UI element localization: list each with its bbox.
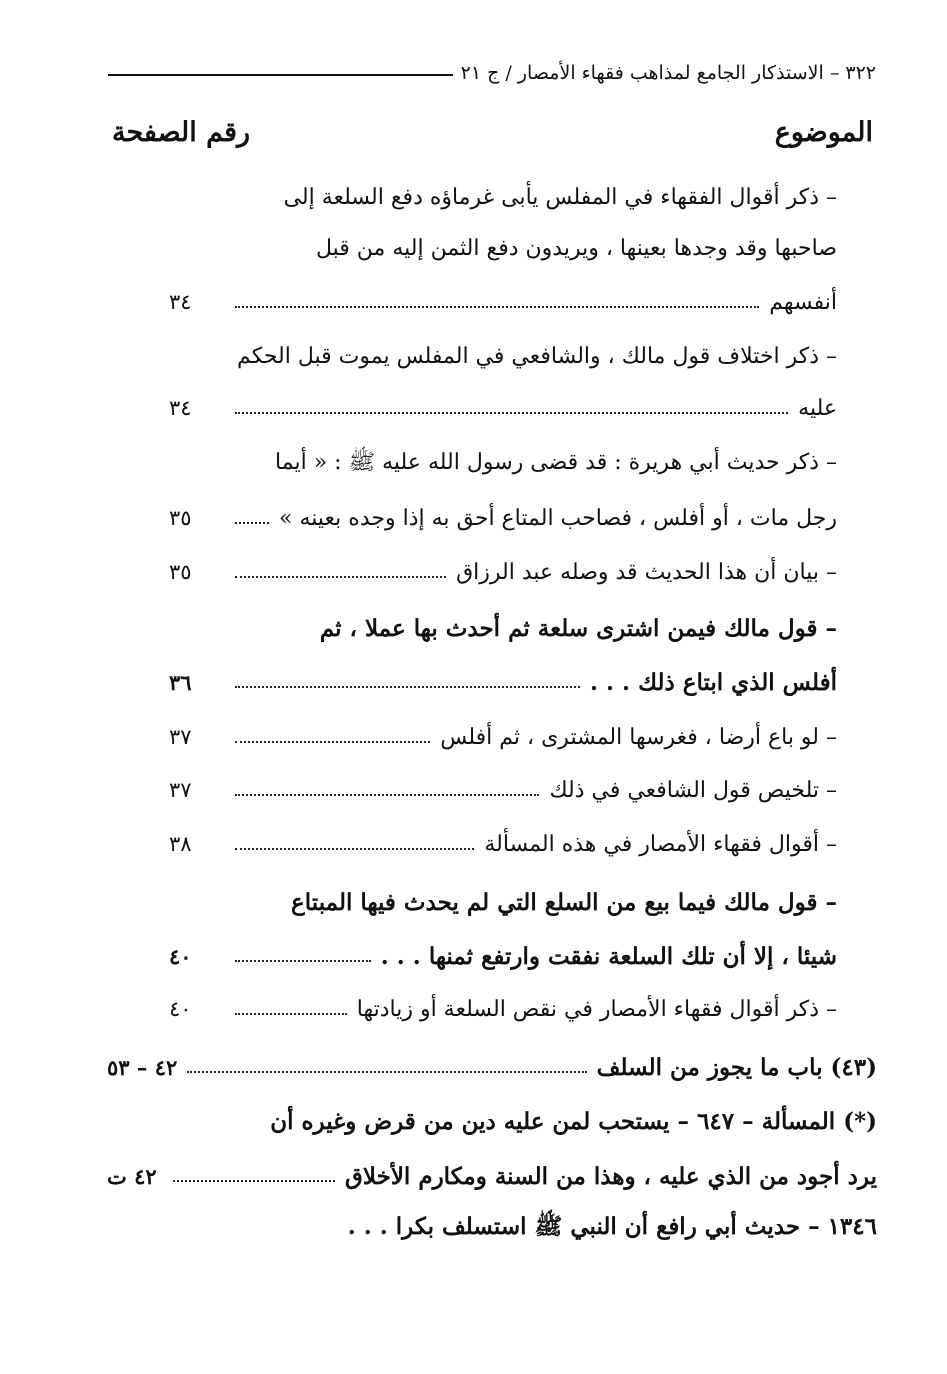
toc-entry-line (169, 173, 837, 221)
toc-entry-line (169, 332, 837, 380)
toc-entry-line (107, 1205, 877, 1253)
page-number-column-heading: رقم الصفحة (112, 117, 251, 148)
toc-entry-line (169, 548, 837, 596)
toc-entry-text: – تلخيص قول الشافعي في ذلك (549, 777, 837, 803)
dot-leader (235, 741, 430, 743)
toc-page-number: ٣٤ (169, 396, 192, 420)
toc-chapter-line (107, 1043, 877, 1091)
toc-entry-text: يرد أجود من الذي عليه ، وهذا من السنة ومكارم الأخلاق (345, 1162, 877, 1190)
dot-leader (187, 1071, 586, 1073)
dot-leader (235, 686, 580, 688)
toc-entry-text: – قول مالك فيمن اشترى سلعة ثم أحدث بها عملا ، ثم (319, 614, 837, 642)
toc-page-number: ٤٠ (169, 943, 192, 969)
toc-page-number: ٤٢ – ٥٣ (107, 1054, 178, 1080)
toc-page-number: ٣٧ (169, 725, 192, 749)
toc-entry-line (169, 766, 837, 814)
dot-leader (235, 306, 759, 308)
toc-page-number: ٣٥ (169, 506, 192, 530)
topic-column-heading: الموضوع (774, 117, 873, 148)
toc-page-number: ٤٢ ت (107, 1163, 157, 1189)
toc-entry-line (107, 1152, 877, 1200)
toc-entry-line (169, 820, 837, 868)
toc-entry-text: – بيان أن هذا الحديث قد وصله عبد الرزاق (456, 559, 837, 585)
toc-entry-text: صاحبها وقد وجدها بعينها ، ويريدون دفع الثمن إليه من قبل (316, 235, 837, 261)
toc-entry-text: أنفسهم (769, 289, 837, 315)
toc-entry-text: ١٣٤٦ – حديث أبي رافع أن النبي ﷺ استسلف بكرا . . . (347, 1213, 877, 1240)
dot-leader (235, 794, 539, 796)
toc-entry-text: – قول مالك فيما بيع من السلع التي لم يحدث فيها المبتاع (291, 888, 837, 916)
toc-entry-line (169, 878, 837, 926)
toc-entry-text: – ذكر اختلاف قول مالك ، والشافعي في المفلس يموت قبل الحكم (237, 343, 837, 369)
toc-entry-text: رجل مات ، أو أفلس ، فصاحب المتاع أحق به إذا وجده بعينه » (279, 505, 837, 531)
toc-entry-line (169, 440, 837, 488)
toc-entry-line (169, 932, 837, 980)
toc-page-number: ٣٦ (169, 669, 192, 695)
dot-leader (235, 1013, 347, 1015)
toc-entry-text: – ذكر أقوال فقهاء الأمصار في نقص السلعة أو زيادتها (356, 996, 837, 1022)
toc-entry-line (169, 713, 837, 761)
toc-entry-text: (*) المسألة – ٦٤٧ – يستحب لمن عليه دين من قرض وغيره أن (270, 1107, 877, 1135)
toc-entry-line (169, 985, 837, 1033)
toc-page-number: ٤٠ (169, 997, 192, 1021)
toc-page-number: ٣٧ (169, 778, 192, 802)
toc-entry-line (169, 278, 837, 326)
toc-entry-text: أفلس الذي ابتاع ذلك . . . (590, 668, 837, 696)
dot-leader (173, 1180, 335, 1182)
toc-entry-text: عليه (798, 395, 837, 421)
dot-leader (235, 848, 474, 850)
toc-page-number: ٣٨ (169, 832, 192, 856)
dot-leader (235, 960, 371, 962)
toc-page-number: ٣٤ (169, 290, 192, 314)
toc-entry-line (169, 604, 837, 652)
toc-entry-text: – ذكر أقوال الفقهاء في المفلس يأبى غرماؤه دفع السلعة إلى (283, 184, 837, 210)
running-title: ٣٢٢ – الاستذكار الجامع لمذاهب فقهاء الأمصار / ج ٢١ (460, 62, 876, 84)
toc-entry-text: – ذكر حديث أبي هريرة : قد قضى رسول الله عليه ﷺ : « أيما (275, 450, 837, 475)
toc-entry-line (169, 494, 837, 542)
toc-entry-text: – أقوال فقهاء الأمصار في هذه المسألة (484, 831, 837, 857)
toc-entry-line (169, 658, 837, 706)
toc-entry-line (169, 224, 837, 272)
toc-page-number: ٣٥ (169, 560, 192, 584)
toc-entry-text: (٤٣) باب ما يجوز من السلف (596, 1053, 877, 1081)
dot-leader (235, 412, 788, 414)
dot-leader (235, 576, 446, 578)
running-header (108, 58, 876, 88)
header-rule (108, 74, 453, 76)
toc-entry-text: شيئا ، إلا أن تلك السلعة نفقت وارتفع ثمنها . . . (380, 942, 837, 970)
toc-entry-text: – لو باع أرضا ، فغرسها المشترى ، ثم أفلس (440, 724, 837, 750)
toc-entry-line (169, 384, 837, 432)
dot-leader (235, 522, 269, 524)
toc-entry-line (107, 1097, 877, 1145)
